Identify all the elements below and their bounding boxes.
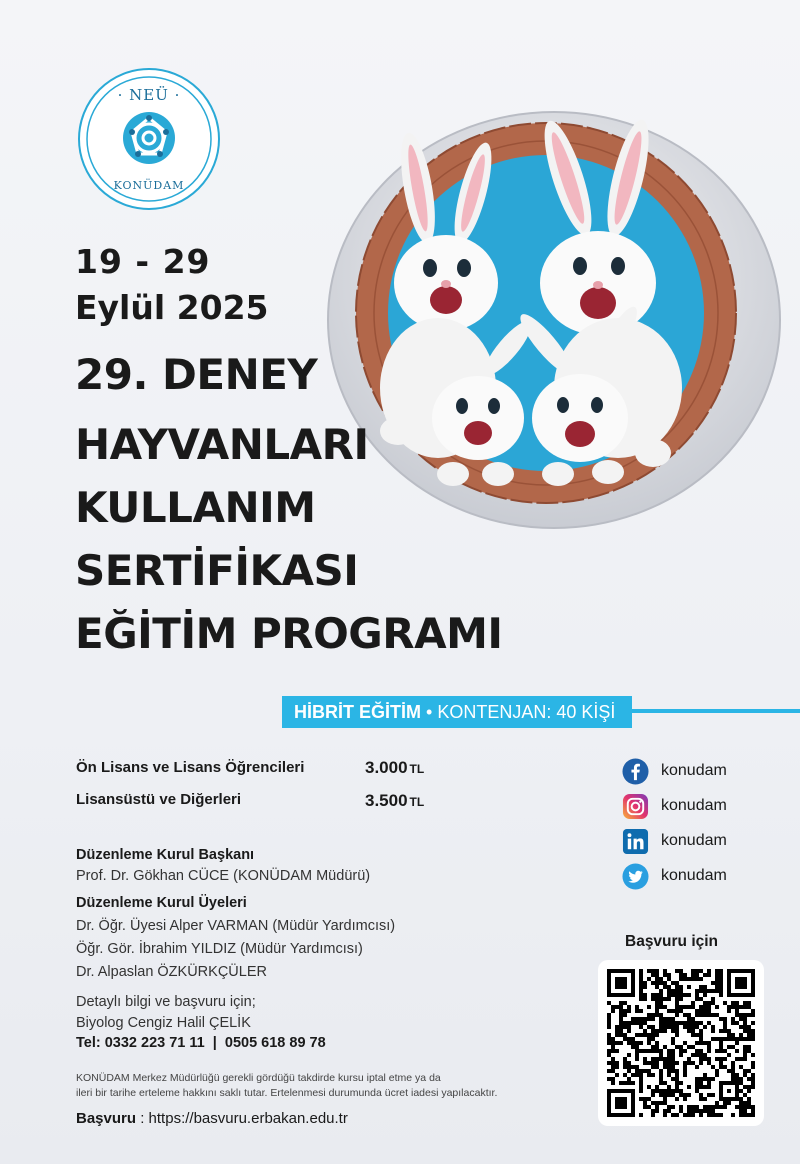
fee-amount-graduate xyxy=(365,791,424,811)
title-line-4: SERTİFİKASI xyxy=(75,546,359,595)
fee-currency: TL xyxy=(409,762,425,776)
linkedin-icon xyxy=(622,828,649,855)
logo-top-text: · NEÜ · xyxy=(117,86,181,104)
application-colon: : xyxy=(136,1110,149,1127)
twitter-icon xyxy=(622,863,649,890)
member-1: Dr. Öğr. Üyesi Alper VARMAN (Müdür Yardımcısı) xyxy=(76,918,396,934)
konudam-logo xyxy=(78,68,220,210)
fee-value: 3.500 xyxy=(365,791,408,810)
application-label: Başvuru xyxy=(76,1110,137,1127)
month-year: Eylül 2025 xyxy=(75,288,269,327)
fee-amount-undergrad xyxy=(365,758,424,778)
social-linkedin[interactable] xyxy=(622,828,782,856)
social-handle: konudam xyxy=(661,797,727,814)
disclaimer-line-2: ileri bir tarihe erteleme hakkını saklı tutar. Ertelenmesi durumunda ücret iadesi yapılacaktır. xyxy=(76,1087,498,1099)
fee-label-undergrad: Ön Lisans ve Lisans Öğrencileri xyxy=(76,759,305,776)
contact-phone[interactable]: Tel: 0332 223 71 11 | 0505 618 89 78 xyxy=(76,1035,326,1051)
member-2: Öğr. Gör. İbrahim YILDIZ (Müdür Yardımcısı) xyxy=(76,941,363,957)
title-line-3: KULLANIM xyxy=(75,483,316,532)
member-3: Dr. Alpaslan ÖZKÜRKÇÜLER xyxy=(76,964,267,980)
facebook-icon xyxy=(622,758,649,785)
disclaimer-line-1: KONÜDAM Merkez Müdürlüğü gerekli gördüğü takdirde kursu iptal etme ya da xyxy=(76,1072,441,1084)
social-handle: konudam xyxy=(661,832,727,849)
fee-label-graduate: Lisansüstü ve Diğerleri xyxy=(76,791,242,808)
qr-code-icon xyxy=(607,969,755,1117)
instagram-icon xyxy=(622,793,649,820)
logo-bottom-text: KONÜDAM xyxy=(113,179,185,192)
title-line-5: EĞİTİM PROGRAMI xyxy=(75,609,503,658)
contact-intro: Detaylı bilgi ve başvuru için; xyxy=(76,994,256,1010)
members-heading: Düzenleme Kurul Üyeleri xyxy=(76,895,247,911)
chair-heading: Düzenleme Kurul Başkanı xyxy=(76,847,255,863)
banner-separator: • xyxy=(426,702,433,722)
social-handle: konudam xyxy=(661,762,727,779)
qr-code-card[interactable] xyxy=(598,960,764,1126)
social-handle: konudam xyxy=(661,867,727,884)
title-line-1: 29. DENEY xyxy=(75,350,318,399)
contact-person: Biyolog Cengiz Halil ÇELİK xyxy=(76,1015,251,1031)
date-range: 19 - 29 xyxy=(75,242,211,281)
social-facebook[interactable] xyxy=(622,758,782,786)
chair-name: Prof. Dr. Gökhan CÜCE (KONÜDAM Müdürü) xyxy=(76,868,371,884)
fee-value: 3.000 xyxy=(365,758,408,777)
training-banner xyxy=(282,696,632,728)
application-url[interactable]: https://basvuru.erbakan.edu.tr xyxy=(148,1110,348,1127)
quota-text: KONTENJAN: 40 KİŞİ xyxy=(437,702,616,722)
banner-accent-line xyxy=(620,709,800,713)
training-mode: HİBRİT EĞİTİM xyxy=(294,702,421,722)
rabbits-illustration xyxy=(318,108,784,538)
social-instagram[interactable] xyxy=(622,793,782,821)
qr-heading: Başvuru için xyxy=(625,933,719,950)
social-twitter[interactable] xyxy=(622,863,782,891)
fee-currency: TL xyxy=(409,795,425,809)
title-line-2: HAYVANLARI xyxy=(75,420,369,469)
application-line xyxy=(76,1110,348,1127)
rabbits-in-window-icon xyxy=(318,108,784,538)
